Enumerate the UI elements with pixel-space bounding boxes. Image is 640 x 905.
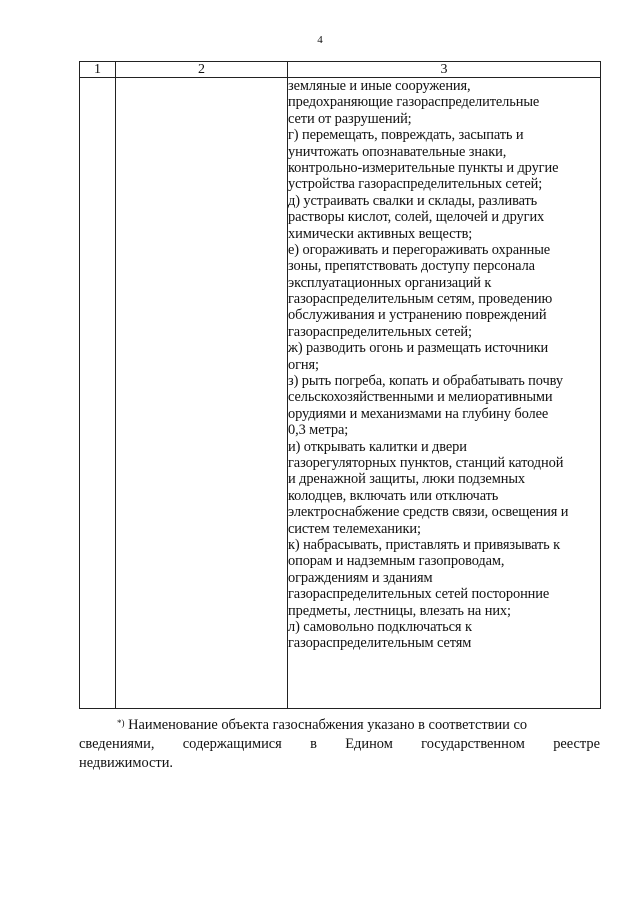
text-line: ограждениям и зданиям — [288, 569, 433, 586]
text-line: колодцев, включать или отключать — [288, 487, 499, 504]
text-line: е) огораживать и перегораживать охранные — [288, 241, 551, 258]
footnote-text-1: Наименование объекта газоснабжения указано в соответствии со — [128, 717, 528, 733]
text-line: л) самовольно подключаться к — [288, 618, 472, 635]
text-line: газораспределительным сетям, проведению — [288, 291, 553, 308]
text-line: растворы кислот, солей, щелочей и других — [288, 209, 545, 226]
text-line: электроснабжение средств связи, освещения и — [288, 504, 569, 521]
text-line: д) устраивать свалки и склады, разливать — [288, 192, 538, 209]
text-line: орудиями и механизмами на глубину более — [288, 405, 549, 422]
text-line: земляные и иные сооружения, — [288, 78, 471, 94]
text-line: к) набрасывать, приставлять и привязывать к — [288, 536, 561, 553]
text-line: г) перемещать, повреждать, засыпать и — [288, 127, 524, 144]
text-line: сельскохозяйственными и мелиоративными — [288, 389, 553, 406]
footnote-line-1 — [79, 716, 600, 735]
text-line: 0,3 метра; — [288, 422, 349, 439]
text-line: предметы, лестницы, влезать на них; — [288, 602, 511, 619]
footnote-word: государственном — [421, 736, 525, 752]
table-cell-column-3 — [288, 78, 601, 709]
footnote-word: Едином — [345, 736, 393, 752]
text-line: химически активных веществ; — [288, 225, 473, 242]
text-line: газораспределительных сетей; — [288, 323, 472, 340]
text-line: и) открывать калитки и двери — [288, 438, 467, 455]
footnote-word: сведениями, — [79, 736, 155, 752]
text-line: опорам и надземным газопроводам, — [288, 553, 505, 570]
text-line: уничтожать опознавательные знаки, — [288, 143, 507, 160]
text-line: газораспределительным сетям — [288, 635, 472, 652]
prohibitions-list — [288, 78, 600, 652]
text-line: эксплуатационных организаций к — [288, 274, 492, 291]
footnote-line-3: недвижимости. — [79, 755, 173, 771]
table-cell-column-1 — [80, 78, 116, 709]
document-table — [79, 61, 601, 709]
text-line: огня; — [288, 356, 319, 373]
text-line: и дренажной защиты, люки подземных — [288, 471, 525, 488]
column-header-3: 3 — [288, 62, 601, 78]
table-header-row — [80, 62, 601, 78]
text-line: газорегуляторных пунктов, станций катодной — [288, 454, 564, 471]
text-line: систем телемеханики; — [288, 520, 421, 537]
text-line: предохраняющие газораспределительные — [288, 94, 540, 111]
table-cell-column-2 — [116, 78, 288, 709]
text-line: сети от разрушений; — [288, 110, 412, 127]
text-line: контрольно-измерительные пункты и другие — [288, 159, 559, 176]
table-row — [80, 78, 601, 709]
page-number: 4 — [317, 34, 323, 46]
text-line: устройства газораспределительных сетей; — [288, 176, 543, 193]
text-line: зоны, препятствовать доступу персонала — [288, 258, 535, 275]
footnote — [79, 716, 600, 773]
footnote-word: в — [310, 736, 317, 752]
footnote-word: реестре — [553, 736, 600, 752]
footnote-marker: *) — [117, 718, 125, 728]
footnote-line-2 — [79, 735, 600, 754]
footnote-word: содержащимися — [182, 736, 282, 752]
text-line: з) рыть погреба, копать и обрабатывать почву — [288, 373, 563, 390]
text-line: ж) разводить огонь и размещать источники — [288, 340, 549, 357]
text-line: обслуживания и устранению повреждений — [288, 307, 547, 324]
text-line: газораспределительных сетей посторонние — [288, 586, 550, 603]
column-header-1: 1 — [80, 62, 116, 78]
column-header-2: 2 — [116, 62, 288, 78]
